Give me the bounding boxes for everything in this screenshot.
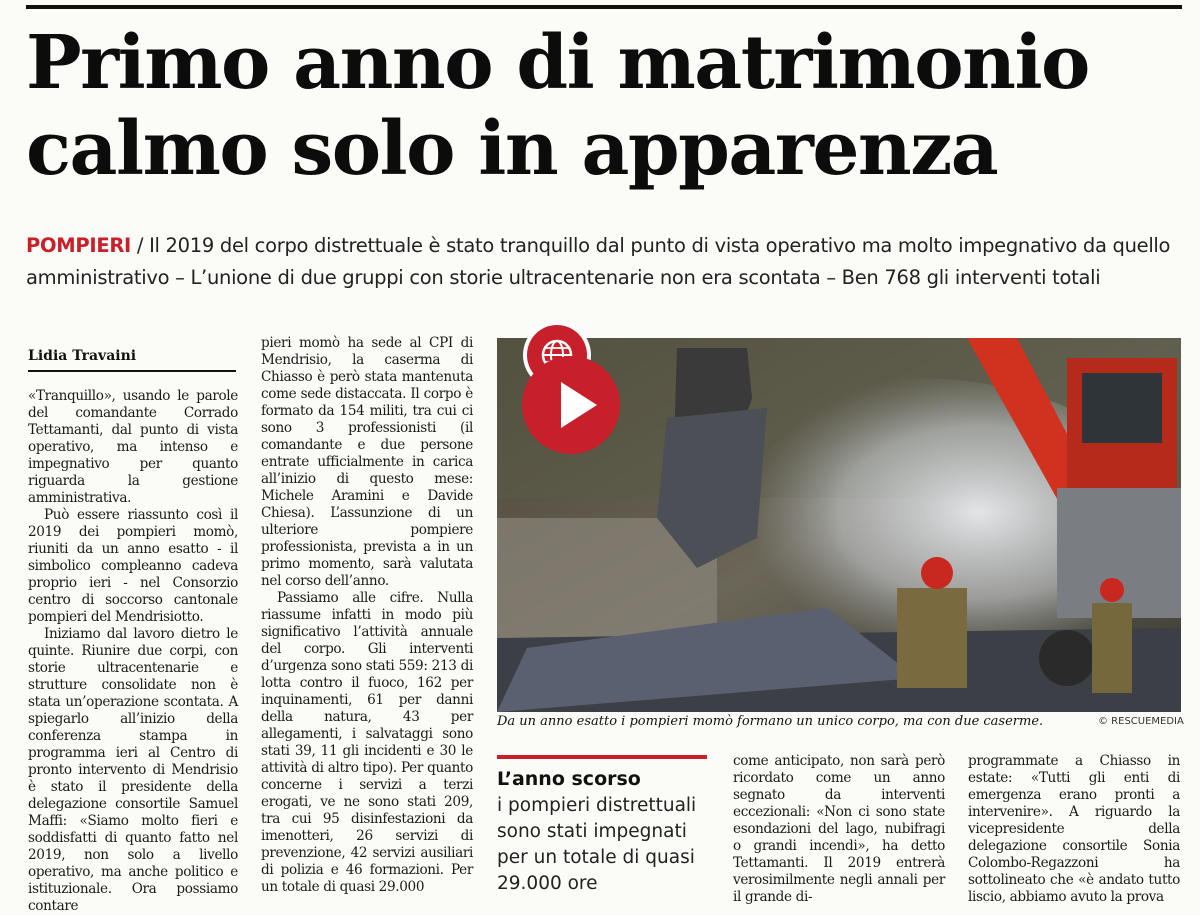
article-column-1 <box>28 388 238 915</box>
byline: Lidia Travaini <box>28 348 236 372</box>
play-icon <box>521 320 622 455</box>
article-column-2 <box>261 335 473 896</box>
headline <box>26 20 1196 192</box>
subheadline-text: Il 2019 del corpo distrettuale è stato tranquillo dal punto di vista operativo ma molto impegnativo da quello amministrativo – L’unione di due gruppi con storie ultracentenarie non era scontata – Ben 768 gli interventi totali <box>26 234 1171 289</box>
headline-line-1: Primo anno di matrimonio <box>26 20 1089 106</box>
video-play-button[interactable] <box>521 320 622 455</box>
paragraph: come anticipato, non sarà però ricordato come un anno segnato da interventi eccezionali: «Non ci sono state esondazioni del lago, nubifragi o grandi incendi», ha detto Tettamanti. Il 2019 entrerà verosimilmente negli annali per il grande di- <box>733 753 945 905</box>
top-rule <box>26 5 1182 9</box>
paragraph: Passiamo alle cifre. Nulla riassume infatti in modo più significativo l’attività annuale del corpo. Gli interventi d’urgenza sono stati 559: 213 di lotta contro il fuoco, 162 per inquinamenti, 61 per danni della natura, 43 per allegamenti, i salvataggi sono stati 39, 11 gli incidenti e 30 le attività di altro tipo). Per quanto concerne i servizi a terzi erogati, ve ne sono stati 209, tra cui 95 disinfestazioni da imenotteri, 26 servizi di prevenzione, 42 servizi ausiliari di polizia e 46 formazioni. Per un totale di quasi 29.000 <box>261 590 473 895</box>
section-kicker: POMPIERI <box>26 234 132 257</box>
headline-line-2: calmo solo in apparenza <box>26 106 998 192</box>
paragraph: pieri momò ha sede al CPI di Mendrisio, la caserma di Chiasso è però stata mantenuta come sede distaccata. Il corpo è formato da 154 militi, tra cui ci sono 3 professionisti (il comandante e due persone entrate ufficialmente in carica all’inizio di questo mese: Michele Aramini e Davide Chiesa). L’assunzione di un ulteriore pompiere professionista, prevista a in un primo momento, sarà valutata nel corso dell’anno. <box>261 335 473 589</box>
subheadline <box>26 230 1186 294</box>
article-column-3 <box>733 753 945 906</box>
paragraph: «Tranquillo», usando le parole del comandante Corrado Tettamanti, dal punto di vista operativo, ma intenso e impegnativo per quanto riguarda la gestione amministrativa. <box>28 388 238 506</box>
factbox-text: i pompieri distrettuali sono stati impegnati per un totale di quasi 29.000 ore <box>497 795 697 894</box>
paragraph: programmate a Chiasso in estate: «Tutti gli enti di emergenza erano pronti a intervenire». A riguardo la vicepresidente della delegazione consortile Sonia Colombo-Regazzoni ha sottolineato che «è andato tutto liscio, abbiamo avuto la prova <box>968 753 1180 905</box>
kicker-separator: / <box>131 234 150 257</box>
article-column-4 <box>968 753 1180 906</box>
photo-credit: © RESCUEMEDIA <box>1098 716 1184 727</box>
factbox-title: L’anno scorso <box>497 768 641 790</box>
paragraph: Iniziamo dal lavoro dietro le quinte. Riunire due corpi, con storie ultracentenarie e strutture consolidate non è stata un’operazione scontata. A spiegarlo all’inizio della conferenza stampa in programma ieri al Centro di pronto intervento di Mendrisio è stato il presidente della delegazione consortile Samuel Maffi: «Siamo molto fieri e soddisfatti di quanto fatto nel 2019, non solo a livello operativo, ma anche politico e istituzionale. Ora possiamo contare <box>28 626 238 914</box>
factbox-rule <box>497 755 707 759</box>
photo-caption: Da un anno esatto i pompieri momò formano un unico corpo, ma con due caserme. <box>497 714 1044 729</box>
paragraph: Può essere riassunto così il 2019 dei pompieri momò, riuniti da un anno esatto - il simbolico compleanno cadeva proprio ieri - nel Consorzio centro di soccorso cantonale pompieri del Mendrisiotto. <box>28 507 238 625</box>
